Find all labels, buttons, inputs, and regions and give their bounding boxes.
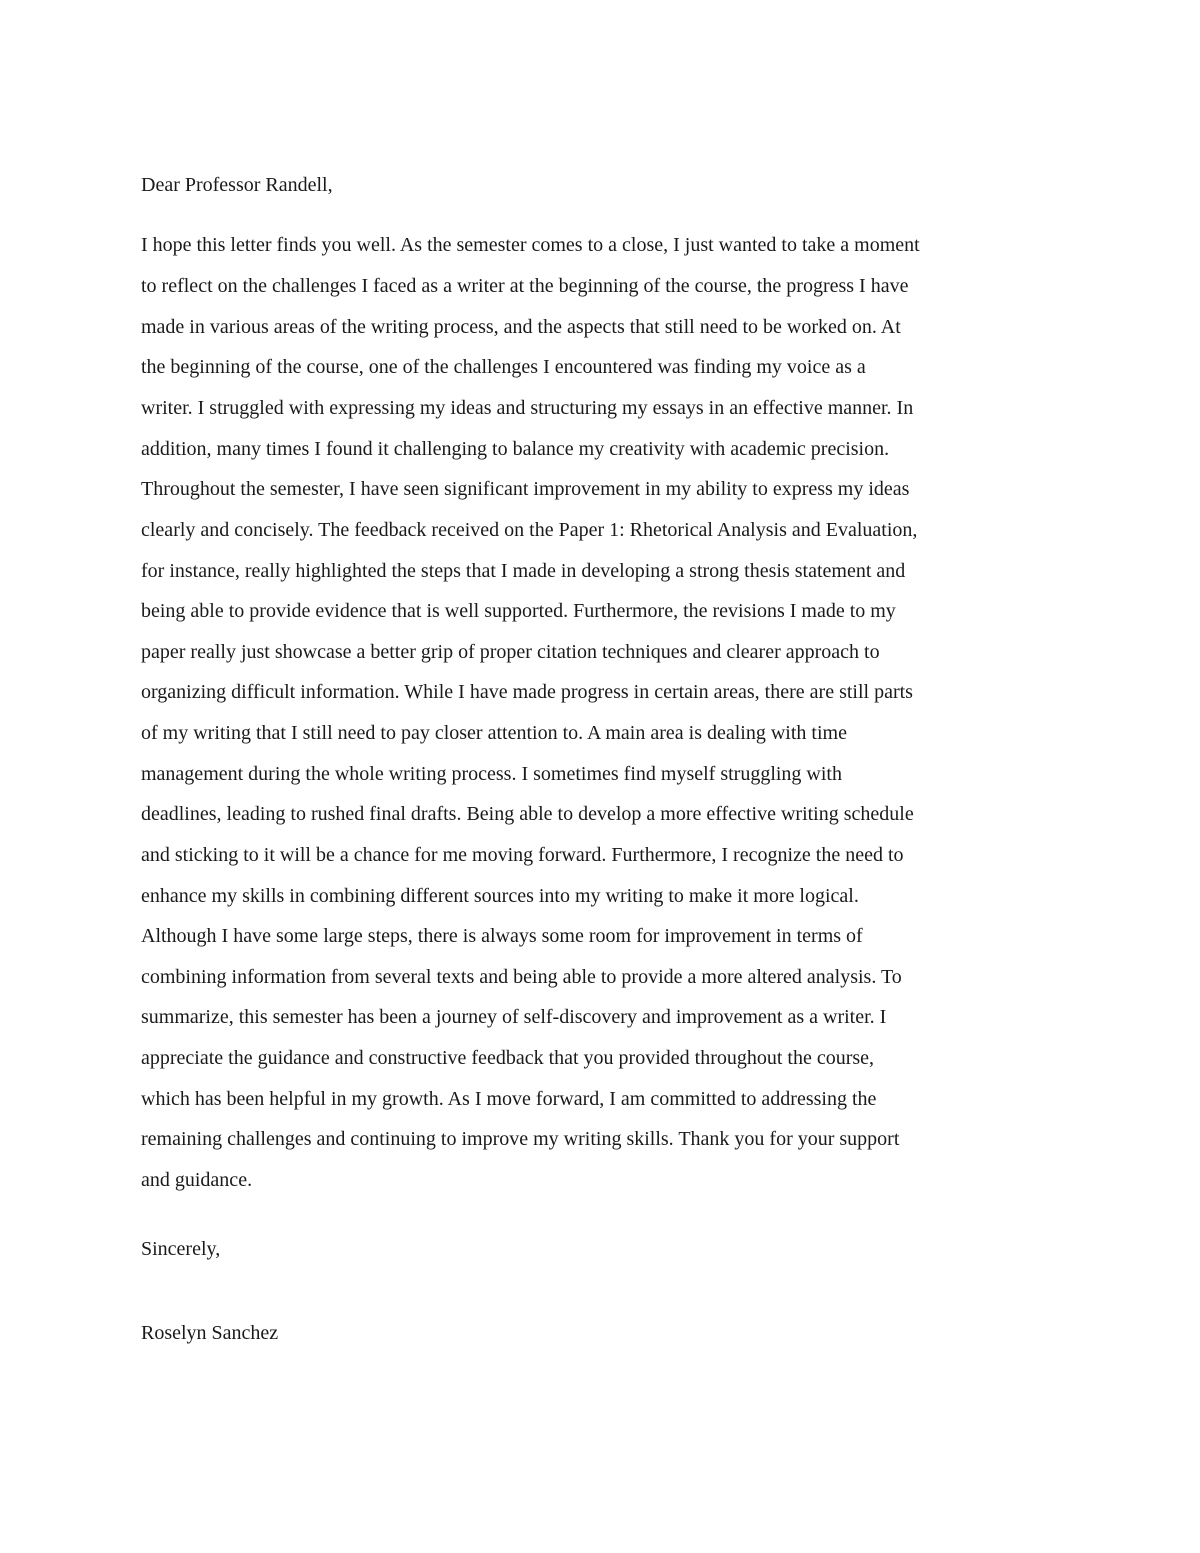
body-line: summarize, this semester has been a journey of self-discovery and improvement as a writer. I bbox=[141, 1006, 887, 1028]
body-line: addition, many times I found it challenging to balance my creativity with academic precision. bbox=[141, 438, 890, 460]
closing: Sincerely, bbox=[141, 1238, 221, 1260]
body-line: management during the whole writing process. I sometimes find myself struggling with bbox=[141, 763, 842, 785]
body-line: remaining challenges and continuing to improve my writing skills. Thank you for your support bbox=[141, 1128, 900, 1150]
body-line: writer. I struggled with expressing my ideas and structuring my essays in an effective manner. In bbox=[141, 397, 914, 419]
body-line: appreciate the guidance and constructive feedback that you provided throughout the course, bbox=[141, 1047, 875, 1069]
body-line: I hope this letter finds you well. As the semester comes to a close, I just wanted to take a moment bbox=[141, 234, 920, 256]
body-line: deadlines, leading to rushed final drafts. Being able to develop a more effective writing schedule bbox=[141, 803, 914, 825]
body-line: for instance, really highlighted the steps that I made in developing a strong thesis statement and bbox=[141, 560, 906, 582]
body-line: the beginning of the course, one of the challenges I encountered was finding my voice as a bbox=[141, 356, 866, 378]
body-line: of my writing that I still need to pay closer attention to. A main area is dealing with time bbox=[141, 722, 847, 744]
body-line: being able to provide evidence that is well supported. Furthermore, the revisions I made to my bbox=[141, 600, 896, 622]
body-line: and guidance. bbox=[141, 1169, 253, 1191]
body-line: to reflect on the challenges I faced as a writer at the beginning of the course, the progress I have bbox=[141, 275, 909, 297]
body-line: made in various areas of the writing process, and the aspects that still need to be worked on. At bbox=[141, 316, 901, 338]
body-line: combining information from several texts and being able to provide a more altered analysis. To bbox=[141, 966, 902, 988]
body-line: Although I have some large steps, there is always some room for improvement in terms of bbox=[141, 925, 863, 947]
body-line: clearly and concisely. The feedback received on the Paper 1: Rhetorical Analysis and Evaluation, bbox=[141, 519, 918, 541]
body-line: which has been helpful in my growth. As I move forward, I am committed to addressing the bbox=[141, 1088, 877, 1110]
signature-name: Roselyn Sanchez bbox=[141, 1322, 279, 1344]
body-line: Throughout the semester, I have seen significant improvement in my ability to express my ideas bbox=[141, 478, 910, 500]
body-line: enhance my skills in combining different sources into my writing to make it more logical. bbox=[141, 885, 859, 907]
body-line: and sticking to it will be a chance for me moving forward. Furthermore, I recognize the need to bbox=[141, 844, 904, 866]
body-line: paper really just showcase a better grip of proper citation techniques and clearer approach to bbox=[141, 641, 880, 663]
body-line: organizing difficult information. While I have made progress in certain areas, there are still parts bbox=[141, 681, 913, 703]
salutation: Dear Professor Randell, bbox=[141, 174, 333, 196]
